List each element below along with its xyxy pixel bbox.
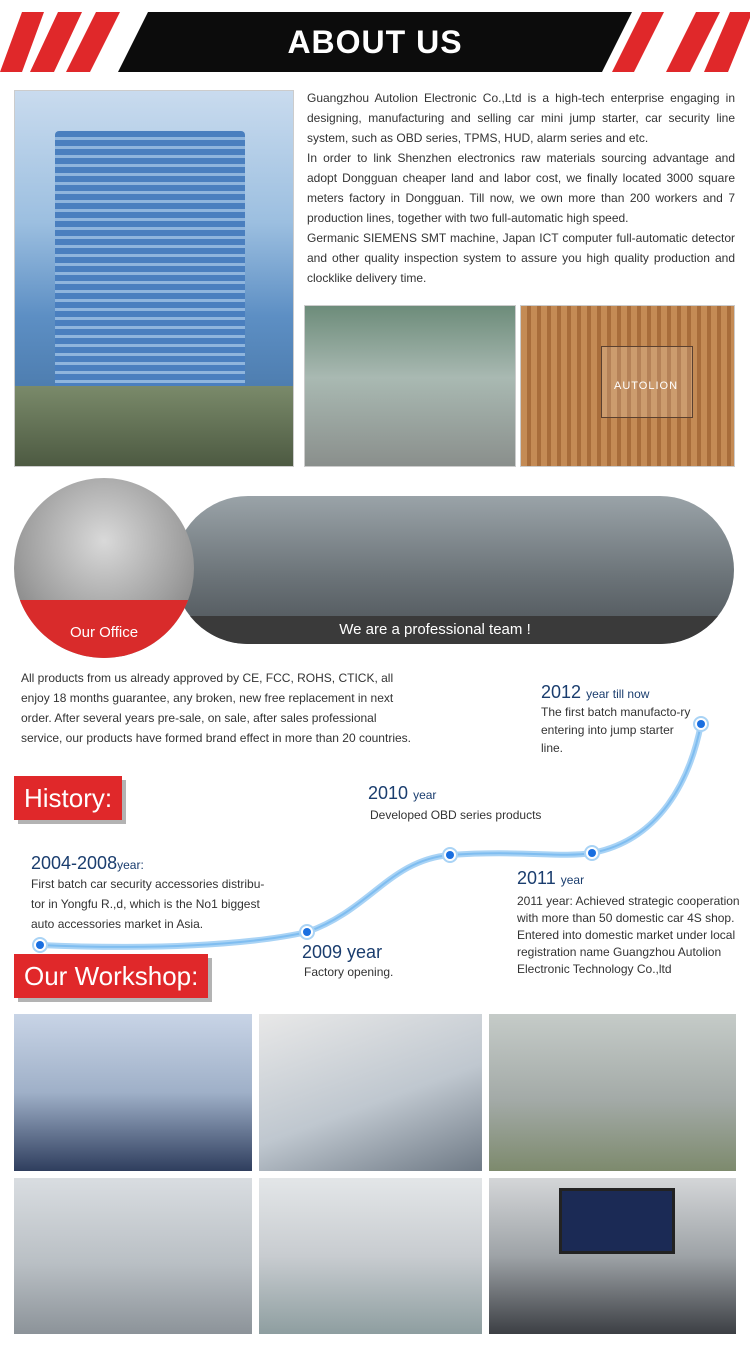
workshop-photo [14, 1014, 252, 1171]
workshop-heading: Our Workshop: [14, 954, 208, 998]
building-photo [14, 90, 294, 467]
timeline-year-suffix: year [560, 873, 585, 887]
intro-paragraph: Guangzhou Autolion Electronic Co.,Ltd is a high-tech enterprise engaging in designing, manufacturing and selling car mini jump starter, car security line system, such as OBD series, TPMS, HUD, alarm series and etc. [307, 91, 735, 145]
timeline-year-suffix: year [413, 788, 437, 802]
lobby-photo [304, 305, 516, 467]
timeline-year: 2011 [517, 868, 556, 888]
timeline-desc: First batch car security accessories distribu-tor in Yongfu R.,d, which is the No1 biggest auto accessories market in Asia. [31, 877, 265, 931]
intro-paragraph: Germanic SIEMENS SMT machine, Japan ICT computer full-automatic detector and other quality inspection system to assure you high quality production and clocklike delivery time. [307, 231, 735, 285]
timeline-year: 2012 [541, 682, 582, 702]
timeline-desc: Factory opening. [304, 965, 394, 979]
page-title: ABOUT US [287, 24, 463, 60]
company-intro [307, 88, 735, 288]
products-description: All products from us already approved by CE, FCC, ROHS, CTICK, all enjoy 18 months guarantee, any broken, new free replacement in next order. After several years pre-sale, on sale, after sales professional service, our products have formed brand effect in more than 20 countries. [21, 671, 411, 745]
workshop-photo [489, 1014, 736, 1171]
workshop-photo [14, 1178, 252, 1334]
timeline-desc: The first batch manufacto-ry entering into jump starter line. [541, 705, 691, 755]
timeline-year-suffix: year: [117, 858, 144, 872]
office-label: Our Office [69, 624, 139, 641]
timeline-year: 2010 [368, 783, 409, 803]
timeline-year: 2009 year [302, 942, 383, 962]
intro-paragraph: In order to link Shenzhen electronics raw materials sourcing advantage and adopt Dongguan cheaper land and labor cost, we finally located 3000 square meters factory in Dongguan. Till now, we own more than 200 workers and 7 production lines, together with two full-automatic high speed. [307, 151, 735, 225]
team-tagline: We are a professional team ! [339, 621, 531, 638]
company-sign-photo [520, 305, 735, 467]
timeline-2011 [517, 868, 747, 978]
history-heading: History: [14, 776, 122, 820]
timeline-year-suffix: year till now [586, 687, 650, 701]
workshop-photo [259, 1014, 482, 1171]
sign-logo: AUTOLION [613, 380, 679, 392]
timeline-2010 [368, 783, 588, 825]
timeline-year: 2004-2008 [31, 853, 118, 873]
timeline-2004 [31, 853, 271, 934]
timeline-desc: Developed OBD series products [370, 808, 542, 822]
timeline-2012 [541, 682, 701, 757]
workshop-photo [489, 1178, 736, 1334]
timeline-2009 [302, 942, 502, 982]
timeline-desc: 2011 year: Achieved strategic cooperation with more than 50 domestic car 4S shop. Entered into domestic market under local registration name Guangzhou Autolion Electronic Technology Co.,ltd [517, 894, 740, 976]
workshop-photo [259, 1178, 482, 1334]
